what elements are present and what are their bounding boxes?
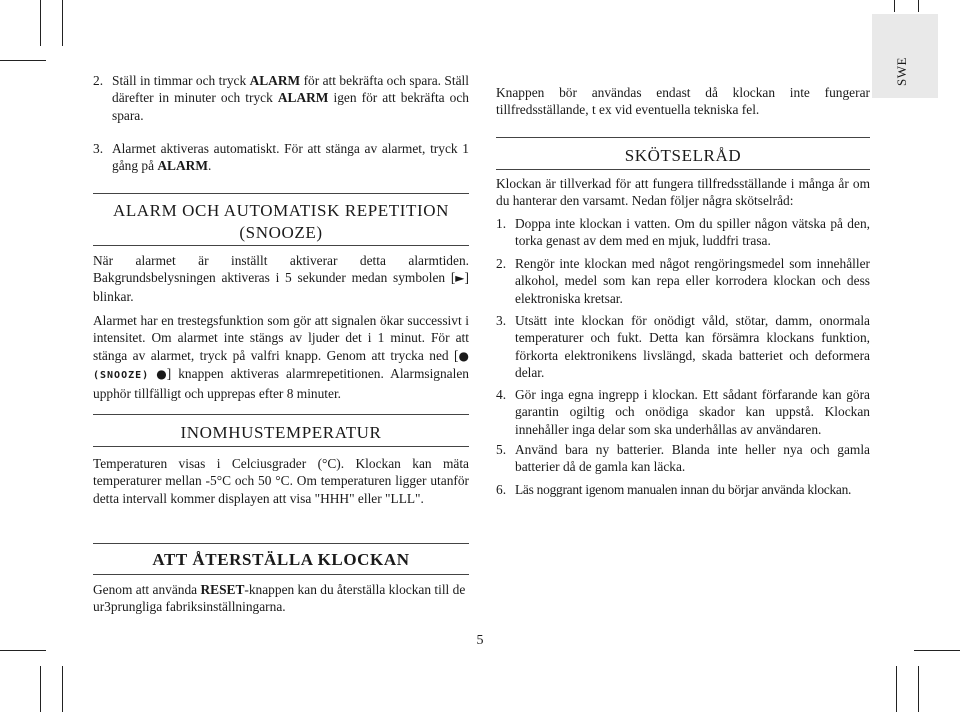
section-divider: [496, 169, 870, 170]
crop-mark: [896, 666, 897, 712]
crop-mark: [918, 0, 919, 12]
snooze-icon: ●: [458, 348, 469, 363]
section-divider: [93, 193, 469, 194]
snooze-paragraph-2: Alarmet har en trestegsfunktion som gör att signalen ökar successivt i intensitet. Om alarmet inte stängs av ljuder det i 1 minut. För att stänga av alarmet, tryck på valfri knapp. Genom att trycka ned [● (SNOOZE) ●] knappen aktiveras alarmrepetitionen. Alarmsignalen upphör tillfälligt och upprepas efter 8 minuter.: [93, 313, 469, 401]
section-divider: [93, 414, 469, 415]
care-intro: Klockan är tillverkad för att fungera tillfredsställande i många år om du hanterar den varsamt. Nedan följer några skötselråd:: [496, 176, 870, 209]
section-divider: [93, 245, 469, 246]
crop-mark: [894, 0, 895, 12]
intro-paragraph: Knappen bör användas endast då klockan inte fungerar tillfredsställande, t ex vid eventuella tekniska fel.: [496, 85, 870, 118]
language-tab-label: SWE: [894, 57, 909, 86]
reset-paragraph: Genom att använda RESET-knappen kan du återställa klockan till de ur3prungliga fabriksinställningarna.: [93, 582, 466, 615]
section-divider: [496, 137, 870, 138]
snooze-icon: ●: [156, 367, 167, 382]
page-number: 5: [476, 633, 484, 648]
crop-mark: [62, 0, 63, 46]
crop-mark: [914, 650, 960, 651]
crop-mark: [40, 0, 41, 46]
crop-mark: [0, 650, 46, 651]
section-divider: [93, 574, 469, 575]
alarm-bell-icon: ►: [455, 271, 465, 286]
crop-mark: [0, 60, 46, 61]
crop-mark: [62, 666, 63, 712]
temperature-paragraph: Temperaturen visas i Celciusgrader (°C). Klockan kan mäta temperaturer mellan -5°C och 50 °C. Om temperaturen ligger utanför detta intervall kommer displayen att visa "HHH" eller "LLL".: [93, 456, 469, 506]
section-divider: [93, 446, 469, 447]
snooze-heading: ALARM OCH AUTOMATISK REPETITION (SNOOZE): [112, 201, 450, 242]
language-tab: [872, 14, 938, 98]
section-divider: [93, 543, 469, 544]
snooze-paragraph-1: När alarmet är inställt aktiverar detta alarmtiden. Bakgrundsbelysningen aktiveras i 5 sekunder medan symbolen [►] blinkar.: [93, 253, 469, 304]
crop-mark: [918, 666, 919, 712]
crop-mark: [40, 666, 41, 712]
temperature-heading: INOMHUSTEMPERATUR: [180, 423, 382, 442]
reset-heading: ATT ÅTERSTÄLLA KLOCKAN: [152, 550, 410, 569]
care-heading: SKÖTSELRÅD: [624, 146, 742, 165]
